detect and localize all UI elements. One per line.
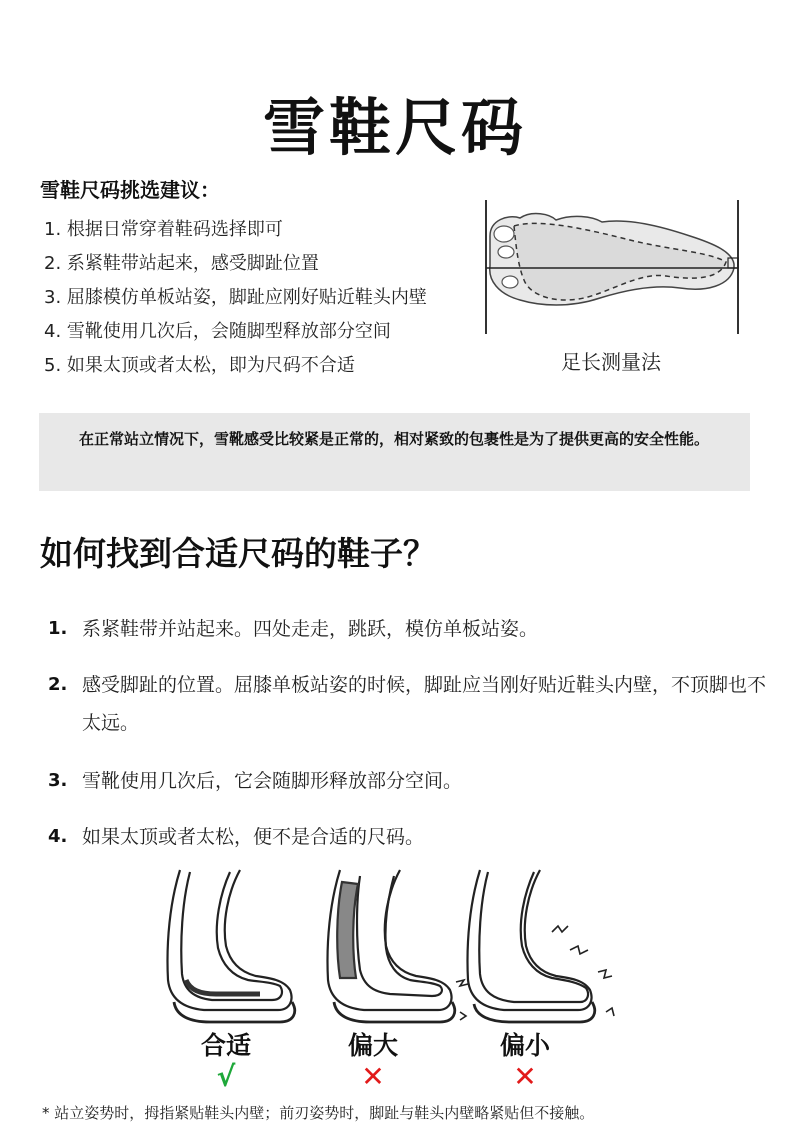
page-title: 雪鞋尺码	[262, 91, 527, 164]
footnote: * 站立姿势时，拇指紧贴鞋头内壁；前刃姿势时，脚趾与鞋头内壁略紧贴但不接触。	[42, 1104, 595, 1122]
boot-good-fit	[168, 870, 295, 1022]
notice-box: 在正常站立情况下，雪靴感受比较紧是正常的，相对紧致的包裹性是为了提供更高的安全性能。	[39, 413, 750, 491]
step-text: 如果太顶或者太松，便不是合适的尺码。	[82, 826, 425, 848]
step-number: 3.	[48, 770, 68, 791]
step-number: 1.	[48, 618, 68, 639]
tip-item: 2. 系紧鞋带站起来，感受脚趾位置	[44, 253, 319, 274]
boot-too-small	[456, 870, 614, 1022]
boot-fit-illustration	[160, 862, 630, 1027]
tips-heading: 雪鞋尺码挑选建议：	[40, 178, 220, 202]
tips-list	[44, 213, 427, 383]
step-text: 系紧鞋带并站起来。四处走走，跳跃，模仿单板站姿。	[82, 618, 539, 640]
fit-label-small: 偏小	[499, 1031, 550, 1060]
foot-measure-illustration	[480, 196, 742, 336]
howto-heading: 如何找到合适尺码的鞋子？	[40, 534, 436, 573]
foot-measure-caption: 足长测量法	[561, 350, 661, 374]
step-number: 4.	[48, 826, 68, 847]
tip-item: 3. 屈膝模仿单板站姿，脚趾应刚好贴近鞋头内壁	[44, 287, 427, 308]
cross-icon: ✕	[361, 1060, 385, 1093]
cross-icon: ✕	[513, 1060, 537, 1093]
tip-item: 5. 如果太顶或者太松，即为尺码不合适	[44, 355, 355, 376]
step-number: 2.	[48, 674, 68, 695]
boot-too-large	[328, 870, 455, 1022]
check-icon: √	[216, 1060, 236, 1093]
fit-label-good: 合适	[200, 1031, 251, 1060]
fit-label-large: 偏大	[347, 1031, 398, 1060]
step-text: 雪靴使用几次后，它会随脚形释放部分空间。	[82, 770, 463, 792]
step-text: 感受脚趾的位置。屈膝单板站姿的时候，脚趾应当刚好贴近鞋头内壁，不顶脚也不太远。	[82, 674, 767, 734]
tip-item: 4. 雪靴使用几次后，会随脚型释放部分空间	[44, 321, 391, 342]
tip-item: 1. 根据日常穿着鞋码选择即可	[44, 219, 283, 240]
